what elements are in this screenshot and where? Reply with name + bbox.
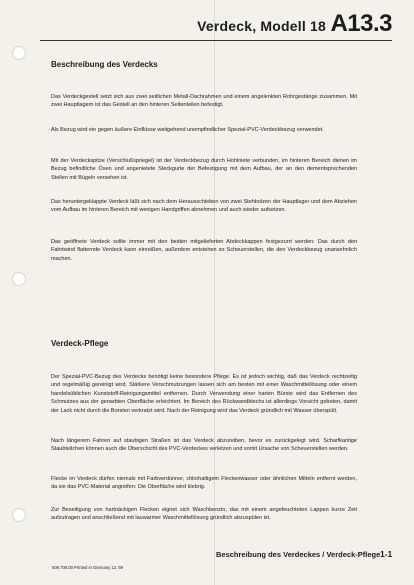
paragraph: Flecke im Verdeck dürfen niemals mit Farbverdünner, chlorhaltigem Fleckenwasser oder ähnlichen Mitteln entfernt werden, da sie das PVC-Material angreifen: Die Oberfläche wird klebrig. [51,476,357,491]
section-heading-care: Verdeck-Pflege [51,339,109,348]
section-code: A13.3 [330,10,392,37]
footer-title: Beschreibung des Verdeckes / Verdeck-Pflege [216,550,381,559]
paragraph: Nach längerem Fahren auf staubigen Straßen ist das Verdeck abzureiben, bevor es zurückgelegt wird. Scharfkantige Staubteilchen können auch die Oberschicht des PVC-Verdeckes verletzen und somit Ursache von Scheuerstellen werden. [51,438,357,453]
page-title: Verdeck, Modell 18 [197,18,326,34]
paragraph: Das geöffnete Verdeck sollte immer mit den beiden mitgelieferten Abdeckkappen festgezurrt werden: Das durch den Fahrtwind flatternde Verdeck kann einreißen, außerdem entstehen so Scheuerstellen, die den Verdeckbezug unansehnlich machen. [51,239,357,262]
paragraph: Das Verdeckgestell setzt sich aus zwei seitlichen Metall-Dachrahmen und einem angelenkten Rohrgestänge zusammen. Mit zwei Hauptlagern ist das Gestell an den hinteren Seitenteilen befestigt. [51,94,357,109]
paragraph: Zur Beseitigung von hartnäckigen Flecken eignet sich Waschbenzin, das mit einem angefeuchteten Lappen kurze Zeit aufzutragen und anschließend mit lauwarmer Waschmittellösung gründlich abzuspülen ist. [51,507,357,522]
document-id: 509.706.00 Printed in Germany 12. 69 [52,565,124,570]
page-fold-line [214,0,215,585]
binding-hole-middle [12,272,26,286]
binding-hole-bottom [12,508,26,522]
paragraph: Der Spezial-PVC-Bezug des Verdecks benötigt keine besondere Pflege. Es ist jedoch wichtig, daß das Verdeck rechtzeitig und regelmäßig gereinigt wird. Stärkere Verschmutzungen lassen sich am besten mit einer Waschmittellösung oder einem handelsüblichen Kunststoff-Reinigungsmittel entfernen. Durch Verwendung einer harten Bürste wird das Entfernen des Schmutzes aus der genarbten Oberfläche erleichtert. Im Bereich des Rückwandblechs ist allerdings Vorsicht geboten, damit der Lack nicht durch die Borsten verkratzt wird. Nach der Reinigung wird das Verdeck gründlich mit Wasser überspült. [51,374,357,414]
paragraph: Das heruntergeklappte Verdeck läßt sich nach dem Herausschieben von zwei Stehbolzen der Hauptlager und dem Abziehen vom Aufbau im hinteren Bereich mit wenigen Handgriffen abnehmen und auch wieder aufsetzen. [51,199,357,214]
binding-hole-top [12,46,26,60]
header-rule [40,40,392,41]
paragraph: Als Bezug wird ein gegen äußere Einflüsse weitgehend unempfindlicher Spezial-PVC-Verdeckbezug verwendet. [51,127,324,133]
paragraph: Mit der Verdeckspitze (Verschlußspriegel) ist der Verdeckbezug durch Hohlniete verbunden, im hinteren Bereich dienen im Bezug befindliche Ösen und angenietete Steckgurte der Befestigung mit dem Aufbau, der an den dementsprechenden Stellen mit Bügeln versehen ist. [51,158,357,181]
section-heading-description: Beschreibung des Verdecks [51,60,158,69]
page-number: 1-1 [380,549,393,559]
